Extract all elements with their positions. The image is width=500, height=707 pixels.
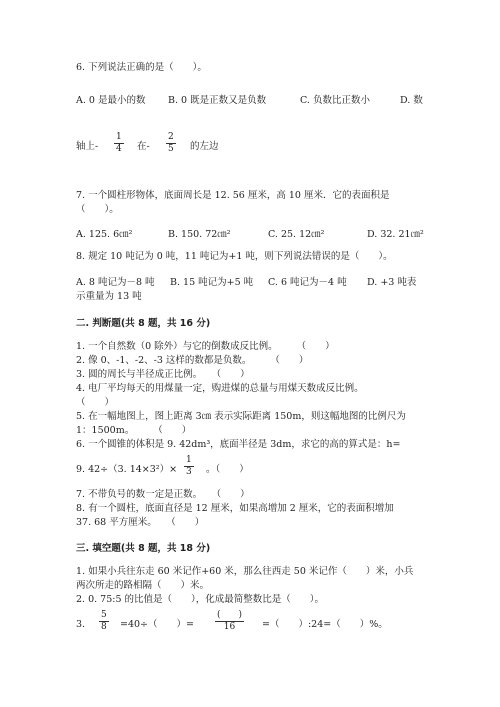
q7-stem-line1: 7. 一个圆柱形物体，底面周长是 12. 56 厘米，高 10 厘米．它的表面积是: [76, 190, 390, 201]
q7-option-a: A. 125. 6㎝²: [76, 229, 133, 240]
q6-cont-mid: 在-: [137, 141, 150, 152]
fill-item-3-mid2: =（ ）:24=（ ）%。: [262, 619, 388, 630]
q6-fraction-2: [166, 132, 176, 155]
judge-item-2: 2. 像 0、-1、-2、-3 这样的数都是负数。 （ ）: [76, 355, 309, 366]
judge-item-6-fraction-denominator: 3: [186, 467, 192, 477]
fill-item-1-line1: 1. 如果小兵往东走 60 米记作+60 米，那么往西走 50 米记作（ ）米，小兵: [76, 566, 414, 577]
q7-stem-line2: （ ）。: [76, 204, 119, 215]
q6-option-c: C. 负数比正数小: [300, 95, 370, 106]
fill-item-1-line2: 两次所走的路相隔（ ）米。: [76, 580, 210, 591]
fill-item-3-fraction-2: [215, 610, 244, 633]
judge-item-8-line1: 8. 有一个圆柱，底面直径是 12 厘米，如果高增加 2 厘米，它的表面积增加: [76, 503, 394, 514]
judge-item-8-line2: 37. 68 平方厘米。 （ ）: [76, 517, 205, 528]
q8-option-a: A. 8 吨记为－8 吨: [76, 277, 155, 288]
q8-option-d-cont: 示重量为 13 吨: [76, 291, 142, 302]
fill-item-3-fraction-1: [99, 610, 109, 633]
q8-option-b: B. 15 吨记为+5 吨: [170, 277, 254, 288]
section-2-title: 二. 判断题(共 8 题，共 16 分): [76, 318, 211, 329]
judge-item-4-line2: （ ）: [76, 397, 115, 408]
judge-item-3: 3. 圆的周长与半径成正比例。 （ ）: [76, 369, 250, 380]
judge-item-6-fraction: [184, 455, 194, 478]
judge-item-1: 1. 一个自然数（0 除外）与它的倒数成反比例。 （ ）: [76, 341, 335, 352]
q6-fraction-1-denominator: 4: [116, 144, 122, 154]
judge-item-4-line1: 4. 电厂平均每天的用煤量一定，购进煤的总量与用煤天数成反比例。: [76, 383, 364, 394]
judge-item-6-fraction-numerator: 1: [186, 455, 192, 465]
fill-item-3-number: 3.: [76, 619, 86, 630]
q6-cont-prefix: 轴上-: [76, 141, 99, 152]
judge-item-6-line2-prefix: 9. 42÷（3. 14×3²）×: [76, 464, 178, 475]
q6-option-a: A. 0 是最小的数: [76, 95, 146, 106]
q6-option-b: B. 0 既是正数又是负数: [168, 95, 267, 106]
q6-fraction-1: [114, 132, 124, 155]
q6-cont-suffix: 的左边: [190, 141, 219, 152]
q6-option-d: D. 数: [400, 95, 423, 106]
q6-fraction-2-numerator: 2: [168, 132, 174, 142]
judge-item-5-line2: 1：1500m。 （ ）: [76, 425, 192, 436]
fill-item-3-fraction-1-denominator: 8: [101, 622, 107, 632]
fill-item-2: 2. 0. 75:5 的比值是（ ），化成最简整数比是（ ）。: [76, 594, 325, 605]
fill-item-3-fraction-2-denominator: 16: [223, 622, 236, 632]
fill-item-3-fraction-2-numerator: ( ): [217, 610, 243, 620]
judge-item-6-line1: 6. 一个圆锥的体积是 9. 42dm³，底面半径是 3dm，求它的高的算式是：h=: [76, 439, 401, 450]
fill-item-3-fraction-1-numerator: 5: [101, 610, 107, 620]
q7-option-c: C. 25. 12㎝²: [268, 229, 325, 240]
q6-stem: 6. 下列说法正确的是（ ）。: [76, 62, 207, 73]
judge-item-5-line1: 5. 在一幅地图上，图上距离 3㎝ 表示实际距离 150m，则这幅地图的比例尺为: [76, 411, 406, 422]
fill-item-3-mid1: =40÷（ ）=: [120, 619, 194, 630]
q7-option-d: D. 32. 21㎝²: [367, 229, 424, 240]
judge-item-6-line2-suffix: 。（ ）: [206, 464, 249, 475]
q7-option-b: B. 150. 72㎝²: [168, 229, 231, 240]
section-3-title: 三. 填空题(共 8 题，共 18 分): [76, 543, 211, 554]
q8-stem: 8. 规定 10 吨记为 0 吨，11 吨记为+1 吨，则下列说法错误的是（ ）。: [76, 251, 393, 262]
judge-item-7: 7. 不带负号的数一定是正数。 （ ）: [76, 489, 250, 500]
q8-option-d: D. +3 吨表: [367, 277, 417, 288]
q6-fraction-2-denominator: 5: [168, 144, 174, 154]
q8-option-c: C. 6 吨记为－4 吨: [268, 277, 347, 288]
q6-fraction-1-numerator: 1: [116, 132, 122, 142]
